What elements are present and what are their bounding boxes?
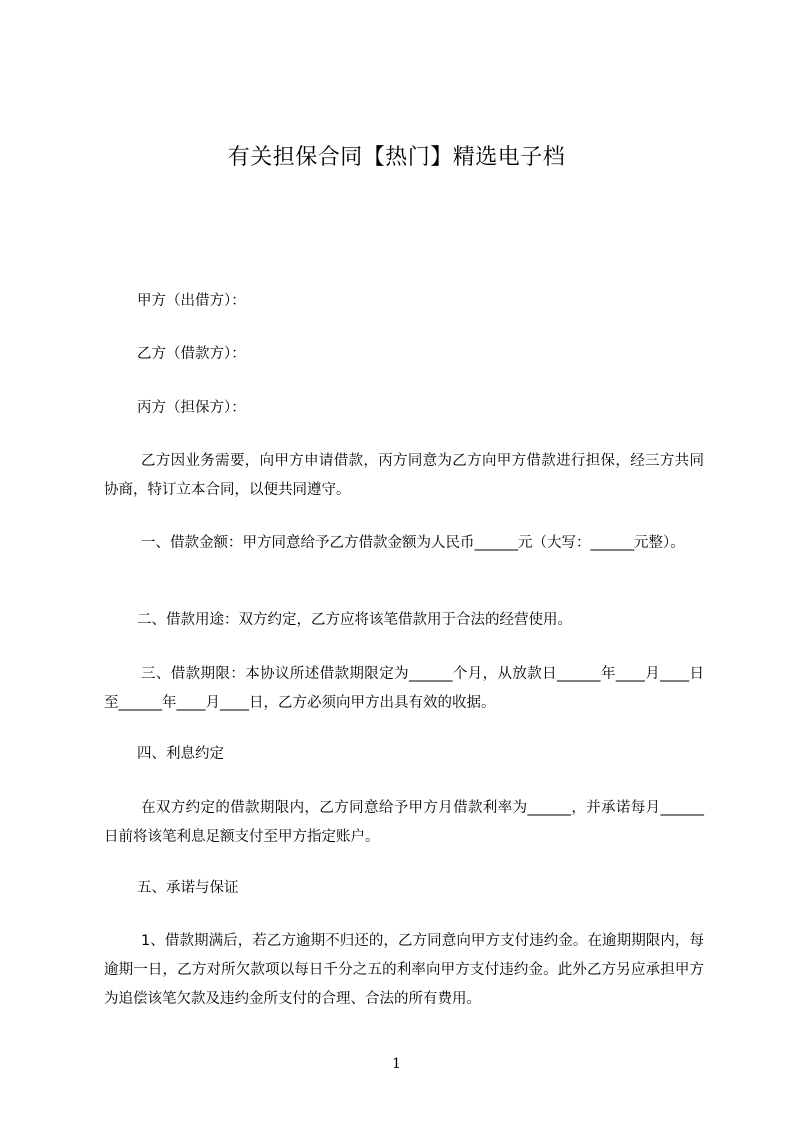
clause-4-body: 在双方约定的借款期限内，乙方同意给予甲方月借款利率为______，并承诺每月______日前将该笔利息足额支付至甲方指定账户。 (104, 800, 704, 845)
clause-1-amount: 一、借款金额：甲方同意给予乙方借款金额为人民币______元（大写：______元整）。 (141, 535, 685, 551)
document-title: 有关担保合同【热门】精选电子档 (227, 145, 566, 170)
intro-paragraph: 乙方因业务需要，向甲方申请借款，丙方同意为乙方向甲方借款进行担保，经三方共同协商，特订立本合同，以便共同遵守。 (104, 453, 704, 498)
clause-2-purpose: 二、借款用途：双方约定，乙方应将该笔借款用于合法的经营使用。 (137, 612, 572, 628)
clause-4-heading: 四、利息约定 (137, 746, 224, 762)
party-c-label: 丙方（担保方）： (137, 400, 246, 416)
clause-5-heading: 五、承诺与保证 (137, 880, 239, 896)
clause-5-item-1: 1、借款期满后，若乙方逾期不归还的，乙方同意向甲方支付违约金。在逾期期限内，每逾期一日，乙方对所欠款项以每日千分之五的利率向甲方支付违约金。此外乙方另应承担甲方为追偿该笔欠款及违约金所支付的合理、合法的所有费用。 (104, 933, 704, 1007)
page-number: 1 (392, 1056, 401, 1072)
party-a-label: 甲方（出借方）： (137, 293, 246, 309)
clause-3-term: 三、借款期限：本协议所述借款期限定为______个月，从放款日______年____月____日至______年____月____日，乙方必须向甲方出具有效的收据。 (104, 666, 704, 711)
party-b-label: 乙方（借款方）： (137, 346, 246, 362)
